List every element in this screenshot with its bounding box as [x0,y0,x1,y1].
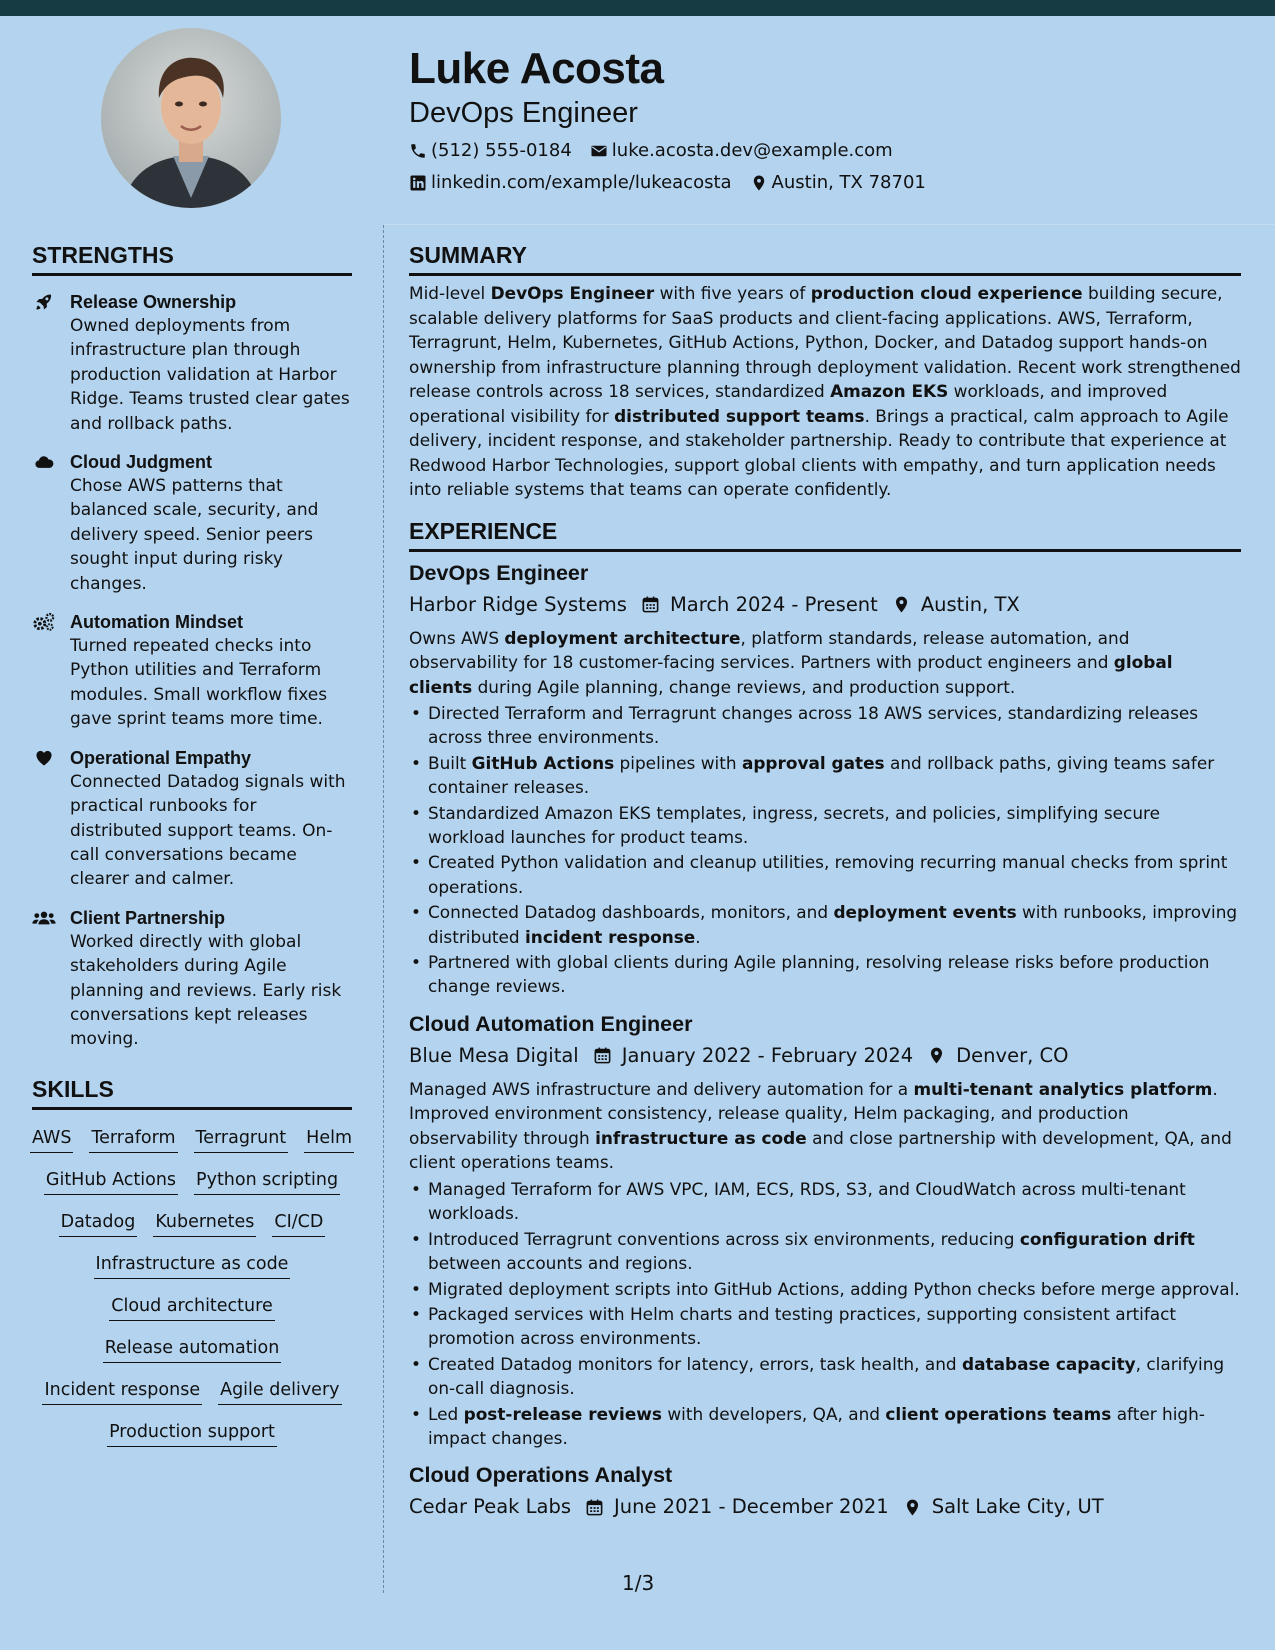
bullet-item [409,950,1241,999]
text-run: with runbooks, improving distributed [428,902,1238,947]
text-run: , clarifying on-call diagnosis. [428,1353,1225,1399]
text-run: workloads, and improved operational visibility for [409,381,1168,426]
text-run: . Brings a practical, calm approach to Agile delivery, incident response, and stakeholder partnership. Ready to contribute that experience at Redwood Harbor Technologies, support global clients with empathy, and turn application needs into reliable systems that teams can operate confidently. [409,405,1229,499]
text-run: . Improved environment consistency, release quality, Helm packaging, and production observability through [409,1078,1218,1148]
bold-text: global clients [409,652,1173,697]
linkedin-contact[interactable] [409,172,732,194]
text-run: pipelines with [614,752,742,773]
text-run: Mid-level [409,283,491,303]
bold-text: multi-tenant analytics platform [913,1078,1213,1099]
calendar-icon [641,595,660,614]
profile-photo [101,28,281,208]
top-bar [0,0,1275,16]
text-run: with developers, QA, and [661,1403,886,1424]
job-entry [409,1009,1241,1450]
bold-text: client operations teams [885,1403,1112,1424]
map-pin-icon [903,1498,922,1517]
job-dates: March 2024 - Present [669,592,878,616]
rocket-icon [32,292,56,312]
bullet-item [409,850,1241,899]
text-run: during Agile planning, change reviews, and production support. [472,676,1016,697]
text-run: Managed Terraform for AWS VPC, IAM, ECS, RDS, S3, and CloudWatch across multi-tenant workloads. [428,1178,1186,1224]
left-column [32,240,352,1447]
job-bullets [409,1177,1241,1450]
bold-text: distributed support teams [614,405,865,426]
job-bullets [409,701,1241,999]
skill-row [86,1252,299,1279]
skill-row [22,1126,362,1153]
text-run: Migrated deployment scripts into GitHub Actions, adding Python checks before merge approval. [428,1278,1240,1299]
bold-text: configuration drift [1019,1228,1195,1249]
strength-title: Automation Mindset [70,612,243,633]
bold-text: deployment architecture [504,627,741,648]
skill-tag: Incident response [42,1378,202,1405]
strength-item [32,290,352,436]
portrait-image [101,28,281,208]
skill-tag: Terraform [89,1126,177,1153]
bold-text: database capacity [962,1353,1136,1374]
skill-tag: GitHub Actions [44,1168,178,1195]
text-run: Built [428,752,472,773]
job-meta [409,590,1241,620]
skill-tag: Python scripting [194,1168,340,1195]
phone-icon [409,142,427,160]
strength-title: Client Partnership [70,907,226,928]
linkedin-text: linkedin.com/example/lukeacosta [431,172,732,193]
skill-tag: Production support [107,1420,277,1447]
text-run: Introduced Terragrunt conventions across six environments, reducing [428,1228,1020,1249]
bullet-item [409,1177,1241,1226]
text-run: Managed AWS infrastructure and delivery automation for a [409,1078,914,1099]
job-meta [409,1492,1241,1522]
calendar-icon [585,1498,604,1517]
map-pin-icon [892,595,911,614]
bullet-item [409,1302,1241,1351]
email-contact[interactable] [590,140,893,162]
strength-item [32,746,352,892]
contact-row-2 [409,172,1229,194]
candidate-name: Luke Acosta [409,44,664,93]
bullet-item [409,1402,1241,1451]
text-run: Standardized Amazon EKS templates, ingress, secrets, and policies, simplifying secure workload launches for product teams. [428,802,1160,848]
skill-row [95,1336,290,1363]
job-company: Harbor Ridge Systems [409,592,627,616]
skill-tag: Infrastructure as code [94,1252,291,1279]
skill-tag: Datadog [59,1210,138,1237]
strength-title: Operational Empathy [70,747,252,768]
text-run: Partnered with global clients during Agile planning, resolving release risks before production change reviews. [428,952,1210,997]
heart-icon [32,748,56,768]
skill-row [101,1294,282,1321]
header-divider [384,224,1275,225]
skill-row [51,1210,334,1237]
bold-text: GitHub Actions [471,752,615,773]
text-run: with five years of [654,283,811,303]
strength-desc: Turned repeated checks into Python utilities and Terraform modules. Small workflow fixes gave sprint teams more time. [70,636,328,730]
skill-tag: Cloud architecture [109,1294,274,1321]
text-run: . [695,926,701,947]
bold-text: Amazon EKS [830,381,949,401]
location-contact [750,172,926,194]
bold-text: production cloud experience [810,283,1083,303]
linkedin-icon [409,174,427,192]
summary-heading: SUMMARY [409,240,1241,276]
text-run: after high-impact changes. [428,1403,1205,1448]
strength-desc: Connected Datadog signals with practical runbooks for distributed support teams. On-call conversations became clearer and calmer. [70,771,346,890]
skills-list [32,1120,352,1447]
skill-row [99,1420,285,1447]
strengths-heading: STRENGTHS [32,240,352,276]
map-pin-icon [927,1046,946,1065]
job-location: Denver, CO [956,1043,1069,1067]
skill-row [36,1168,348,1195]
bullet-item [409,701,1241,750]
skill-tag: Terragrunt [194,1126,289,1153]
job-title: DevOps Engineer [409,560,589,585]
job-company: Blue Mesa Digital [409,1043,579,1067]
location-text: Austin, TX 78701 [771,172,926,193]
job-location: Salt Lake City, UT [931,1495,1104,1519]
job-title: Cloud Operations Analyst [409,1463,673,1488]
bold-text: incident response [525,926,696,947]
resume-header [409,42,1229,194]
job-entry [409,558,1241,999]
text-run: Directed Terraform and Terragrunt changes across 18 AWS services, standardizing releases across three environments. [428,703,1199,748]
calendar-icon [593,1046,612,1065]
skill-tag: Release automation [103,1336,282,1363]
job-meta [409,1041,1241,1071]
bullet-item [409,1227,1241,1276]
experience-heading: EXPERIENCE [409,516,1241,552]
text-run: Led [428,1403,464,1424]
strength-item [32,450,352,596]
strength-desc: Chose AWS patterns that balanced scale, security, and delivery speed. Senior peers sought input during risky changes. [70,476,319,594]
skill-tag: CI/CD [272,1210,325,1237]
bullet-item [409,751,1241,800]
strength-desc: Worked directly with global stakeholders during Agile planning and reviews. Early risk conversations kept releases moving. [70,931,342,1050]
job-description [409,626,1241,700]
map-pin-icon [750,174,768,192]
users-icon [32,908,56,928]
right-column [409,240,1241,1522]
job-location: Austin, TX [920,592,1020,616]
bold-text: post-release reviews [463,1403,662,1424]
bullet-item [409,900,1241,949]
text-run: building secure, scalable delivery platforms for SaaS products and client-facing applications. AWS, Terraform, Terragrunt, Helm, Kubernetes, GitHub Actions, Python, Docker, and Datadog support hands-on ownership from infrastructure planning through deployment validation. Recent work strengthened release controls across 18 services, standardized [409,283,1241,401]
page-number: 1/3 [622,1571,655,1595]
bold-text: infrastructure as code [595,1127,807,1148]
job-entry [409,1460,1241,1522]
bullet-item [409,1352,1241,1401]
text-run: Packaged services with Helm charts and testing practices, supporting consistent artifact promotion across environments. [428,1303,1177,1349]
text-run: Connected Datadog dashboards, monitors, and [428,902,834,923]
cloud-icon [32,452,56,472]
email-text: luke.acosta.dev@example.com [611,140,893,161]
strength-title: Release Ownership [70,292,237,312]
text-run: , platform standards, release automation, and observability for 18 customer-facing services. Partners with product engineers and [409,627,1130,672]
experience-list [409,558,1241,1523]
gears-icon [32,612,56,632]
contact-row-1 [409,140,1229,162]
text-run: between accounts and regions. [428,1253,693,1274]
skill-tag: Kubernetes [153,1210,256,1237]
skill-tag: Agile delivery [218,1378,341,1405]
bullet-item [409,1277,1241,1301]
strength-item [32,610,352,732]
column-divider [383,225,384,1593]
phone-text: (512) 555-0184 [431,140,572,161]
job-dates: January 2022 - February 2024 [621,1043,914,1067]
strength-title: Cloud Judgment [70,452,212,473]
job-company: Cedar Peak Labs [409,1495,572,1519]
bullet-item [409,801,1241,850]
text-run: and rollback paths, giving teams safer container releases. [428,752,1215,798]
skills-heading: SKILLS [32,1074,352,1110]
bold-text: deployment events [833,902,1017,923]
bold-text: approval gates [741,752,885,773]
strength-item [32,906,352,1052]
skill-row [34,1378,349,1405]
text-run: Created Python validation and cleanup utilities, removing recurring manual checks from sprint operations. [428,852,1228,897]
text-run: Created Datadog monitors for latency, errors, task health, and [428,1353,963,1374]
job-description [409,1077,1241,1175]
job-dates: June 2021 - December 2021 [614,1495,889,1519]
bold-text: DevOps Engineer [490,283,655,303]
skill-tag: AWS [30,1126,73,1153]
job-title: Cloud Automation Engineer [409,1011,693,1036]
phone-contact[interactable] [409,140,572,162]
text-run: and close partnership with development, QA, and client operations teams. [409,1127,1232,1173]
candidate-title: DevOps Engineer [409,97,638,129]
summary-text [409,281,1241,502]
envelope-icon [590,142,608,160]
skill-tag: Helm [304,1126,354,1153]
text-run: Owns AWS [409,627,505,648]
strength-desc: Owned deployments from infrastructure plan through production validation at Harbor Ridge. Teams trusted clear gates and rollback paths. [70,316,350,434]
